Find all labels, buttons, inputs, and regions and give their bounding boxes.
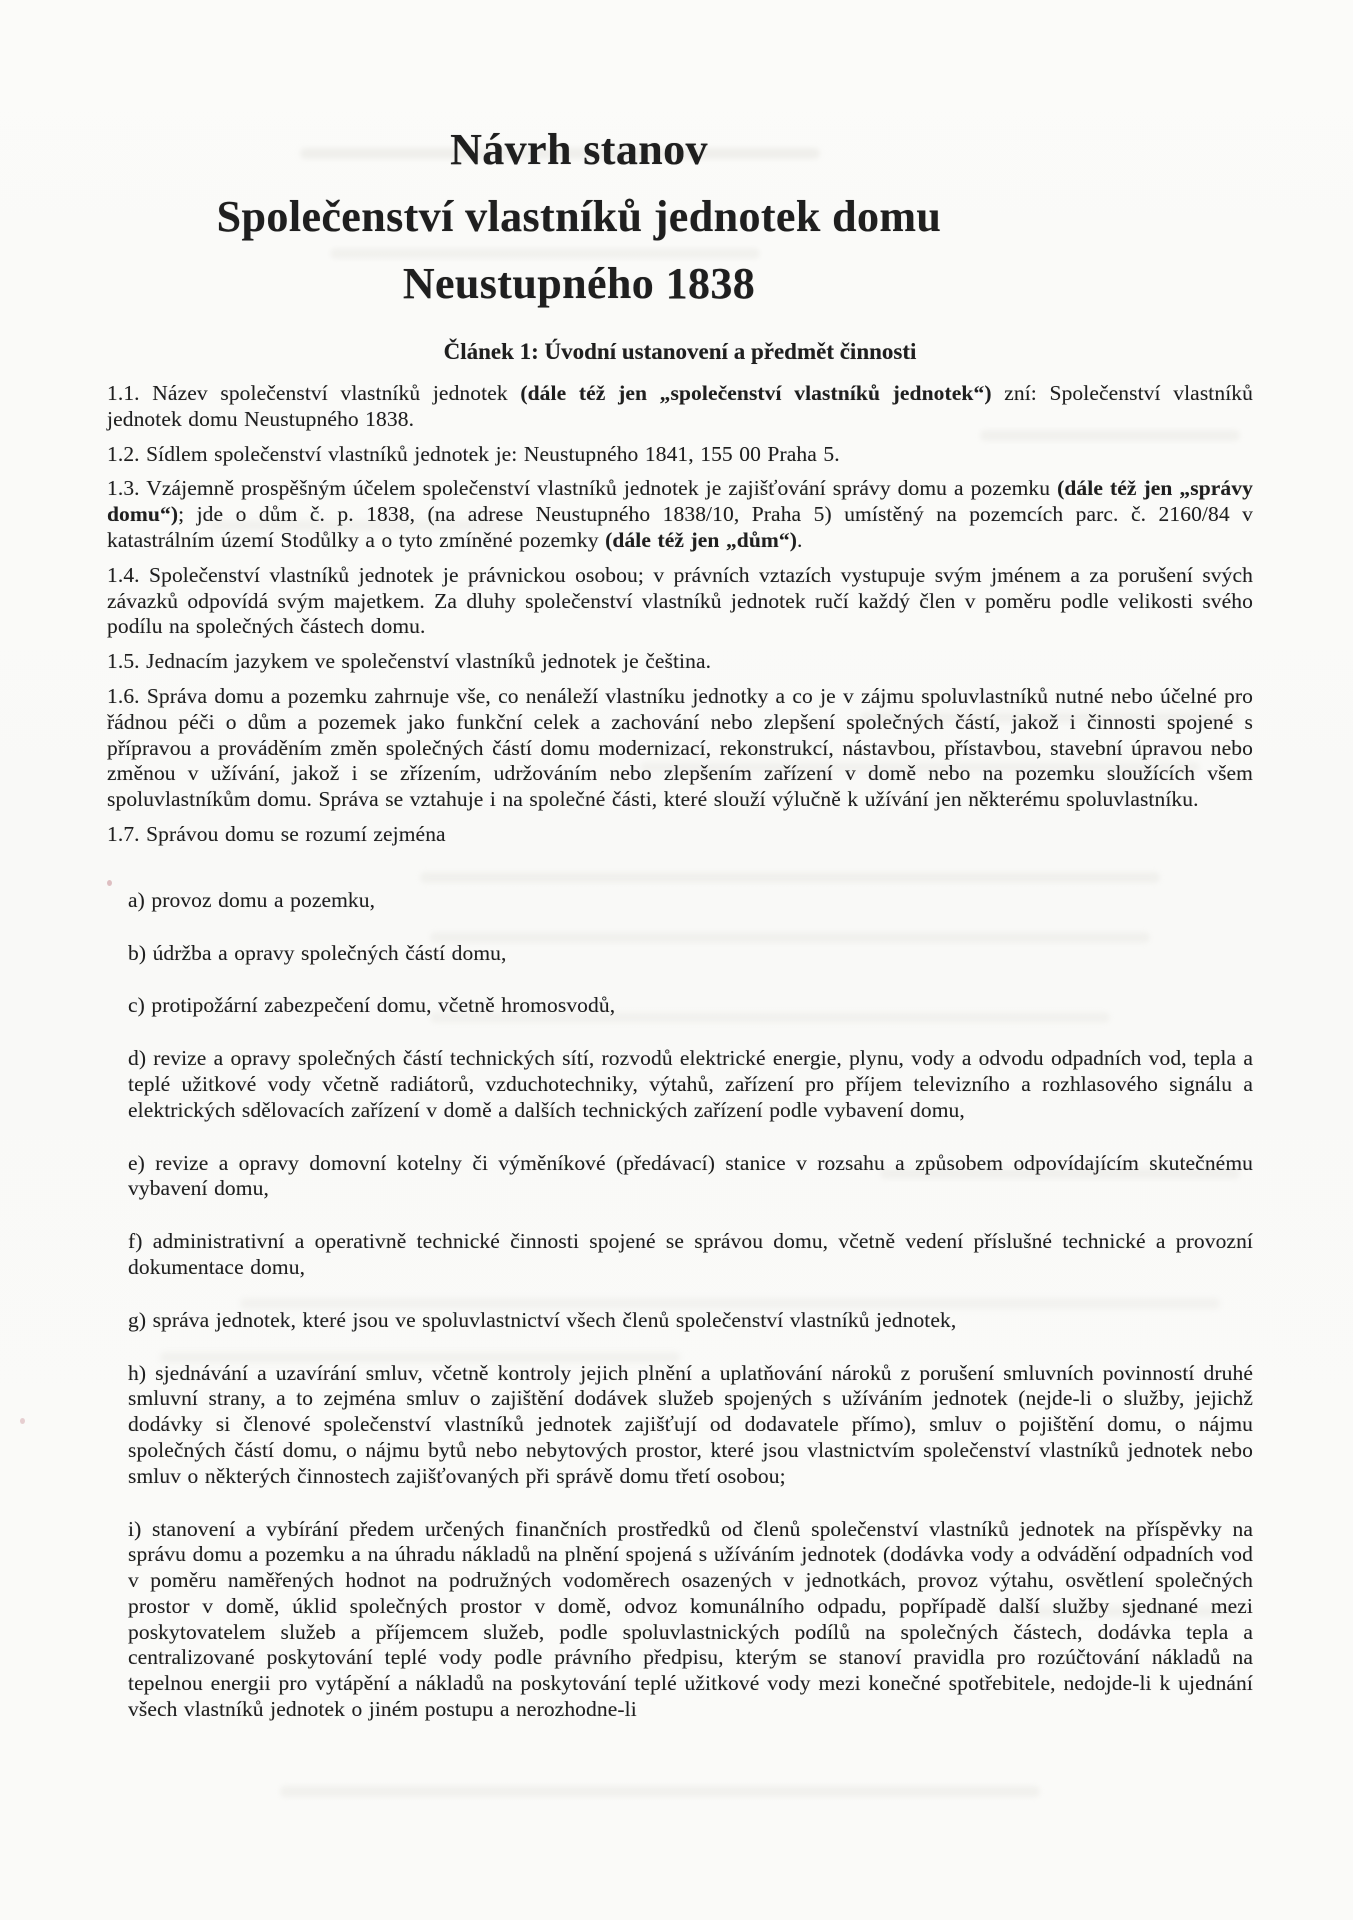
article-heading: Článek 1: Úvodní ustanovení a předmět činnosti <box>443 339 917 364</box>
paragraph-1.7 <box>107 822 1253 848</box>
list-item-i <box>128 1517 1253 1723</box>
list-item-g <box>128 1308 1253 1334</box>
scan-speck <box>20 1418 25 1424</box>
document-title <box>0 116 1158 317</box>
text-run: ; jde o dům č. p. 1838, (na adrese Neustupného 1838/10, Praha 5) umístěný na pozemcích parc. č. 2160/84 v katastrálním území Stodůlky a o tyto zmíněné pozemky <box>107 502 1253 552</box>
paragraph-1.4 <box>107 563 1253 640</box>
text-run: 1.6. Správa domu a pozemku zahrnuje vše, co nenáleží vlastníku jednotky a co je v zájmu spoluvlastníků nutné nebo účelné pro řádnou péči o dům a pozemek jako funkční celek a zachování nebo zlepšení společných částí, jakož i činnosti spojené s přípravou a prováděním změn společných částí domu modernizací, rekonstrukcí, nástavbou, přístavbou, stavební úpravou nebo změnou v užívání, jakož i se zřízením, udržováním nebo zlepšením zařízení v domě nebo na pozemku sloužících všem spoluvlastníkům domu. Správa se vztahuje i na společné části, které slouží výlučně k užívání jen některému spoluvlastníku. <box>107 683 1253 812</box>
bold-text-run: (dále též jen „správy domu“) <box>107 476 1253 527</box>
text-run: 1.7. Správou domu se rozumí zejména <box>107 821 446 846</box>
title-line-1: Návrh stanov <box>450 125 708 174</box>
text-run: e) revize a opravy domovní kotelny či výměníkové (předávací) stanice v rozsahu a způsobem odpovídajícím skutečnému vybavení domu, <box>128 1150 1253 1201</box>
text-run: h) sjednávání a uzavírání smluv, včetně kontroly jejich plnění a uplatňování nároků z porušení smluvních povinností druhé smluvní strany, a to zejména smluv o zajištění dodávek služeb spojených s užíváním jednotek (nejde-li o služby, jejichž dodávky si členové společenství vlastníků jednotek zajišťují od dodavatele přímo), smluv o pojištění domu, o nájmu společných částí domu, o nájmu bytů nebo nebytových prostor, které jsou vlastnictvím společenství vlastníků jednotek nebo smluv o některých činnostech zajišťovaných při správě domu třetí osobou; <box>128 1360 1253 1488</box>
bold-text-run: (dále též jen „dům“) <box>605 527 798 552</box>
text-run: i) stanovení a vybírání předem určených finančních prostředků od členů společenství vlastníků jednotek na příspěvky na správu domu a pozemku a na úhradu nákladů na plnění spojená s užíváním jednotek (dodávka vody a odvádění odpadních vod v poměru naměřených hodnot na podružných vodoměrech osazených v jednotkách, provoz výtahu, osvětlení společných prostor v domě, úklid společných prostor v domě, odvoz komunálního odpadu, popřípadě další služby sjednané mezi poskytovatelem služeb a příjemcem služeb, podle spoluvlastnických podílů na společných částech, dodávka tepla a centralizované poskytování teplé vody podle právního předpisu, kterým se stanoví pravidla pro rozúčtování nákladů na tepelnou energii pro vytápění a nákladů na poskytování teplé užitkové vody mezi konečné spotřebitele, nedojde-li k ujednání všech vlastníků jednotek o jiném postupu a nerozhodne-li <box>128 1516 1253 1722</box>
paragraph-1.6 <box>107 684 1253 813</box>
list-item-f <box>128 1229 1253 1281</box>
text-run: 1.2. Sídlem společenství vlastníků jednotek je: Neustupného 1841, 155 00 Praha 5. <box>107 441 840 466</box>
title-line-2: Společenství vlastníků jednotek domu <box>216 192 942 241</box>
list-item-b <box>128 941 1253 967</box>
text-run: zní: Společenství vlastníků jednotek domu Neustupného 1838. <box>107 381 1253 431</box>
list-item-c <box>128 993 1253 1019</box>
list-item-d <box>128 1046 1253 1123</box>
paragraph-1.2 <box>107 442 1253 468</box>
text-run: 1.1. Název společenství vlastníků jednotek <box>107 381 521 405</box>
text-run: a) provoz domu a pozemku, <box>128 887 376 912</box>
text-run: 1.3. Vzájemně prospěšným účelem společenství vlastníků jednotek je zajišťování správy domu a pozemku <box>107 476 1058 501</box>
text-run: . <box>797 527 803 552</box>
paragraph-1.1 <box>107 381 1253 433</box>
text-run: c) protipožární zabezpečení domu, včetně hromosvodů, <box>128 993 616 1018</box>
list-item-e <box>128 1151 1253 1203</box>
list-item-h <box>128 1361 1253 1490</box>
bold-text-run: (dále též jen „společenství vlastníků jednotek“) <box>520 381 992 405</box>
text-run: f) administrativní a operativně technické činnosti spojené se správou domu, včetně vedení příslušné technické a provozní dokumentace domu, <box>128 1229 1253 1279</box>
text-run: 1.5. Jednacím jazykem ve společenství vlastníků jednotek je čeština. <box>107 649 712 674</box>
paragraph-1.3 <box>107 476 1253 553</box>
text-run: d) revize a opravy společných částí technických sítí, rozvodů elektrické energie, plynu, vody a odvodu odpadních vod, tepla a teplé užitkové vody včetně radiátorů, vzduchotechniky, výtahů, zařízení pro příjem televizního a rozhlasového signálu a elektrických sdělovacích zařízení v domě a dalších technických zařízení podle vybavení domu, <box>128 1046 1253 1122</box>
text-run: b) údržba a opravy společných částí domu, <box>128 940 507 965</box>
text-run: 1.4. Společenství vlastníků jednotek je právnickou osobou; v právních vztazích vystupuje svým jménem a za porušení svých závazků odpovídá svým majetkem. Za dluhy společenství vlastníků jednotek ručí každý člen v poměru podle velikosti svého podílu na společných částech domu. <box>107 562 1253 639</box>
list-item-a <box>128 888 1253 914</box>
paragraph-1.5 <box>107 649 1253 675</box>
text-run: g) správa jednotek, které jsou ve spoluvlastnictví všech členů společenství vlastníků jednotek, <box>128 1307 957 1332</box>
title-line-3: Neustupného 1838 <box>402 259 756 308</box>
document-body <box>107 381 1253 1750</box>
